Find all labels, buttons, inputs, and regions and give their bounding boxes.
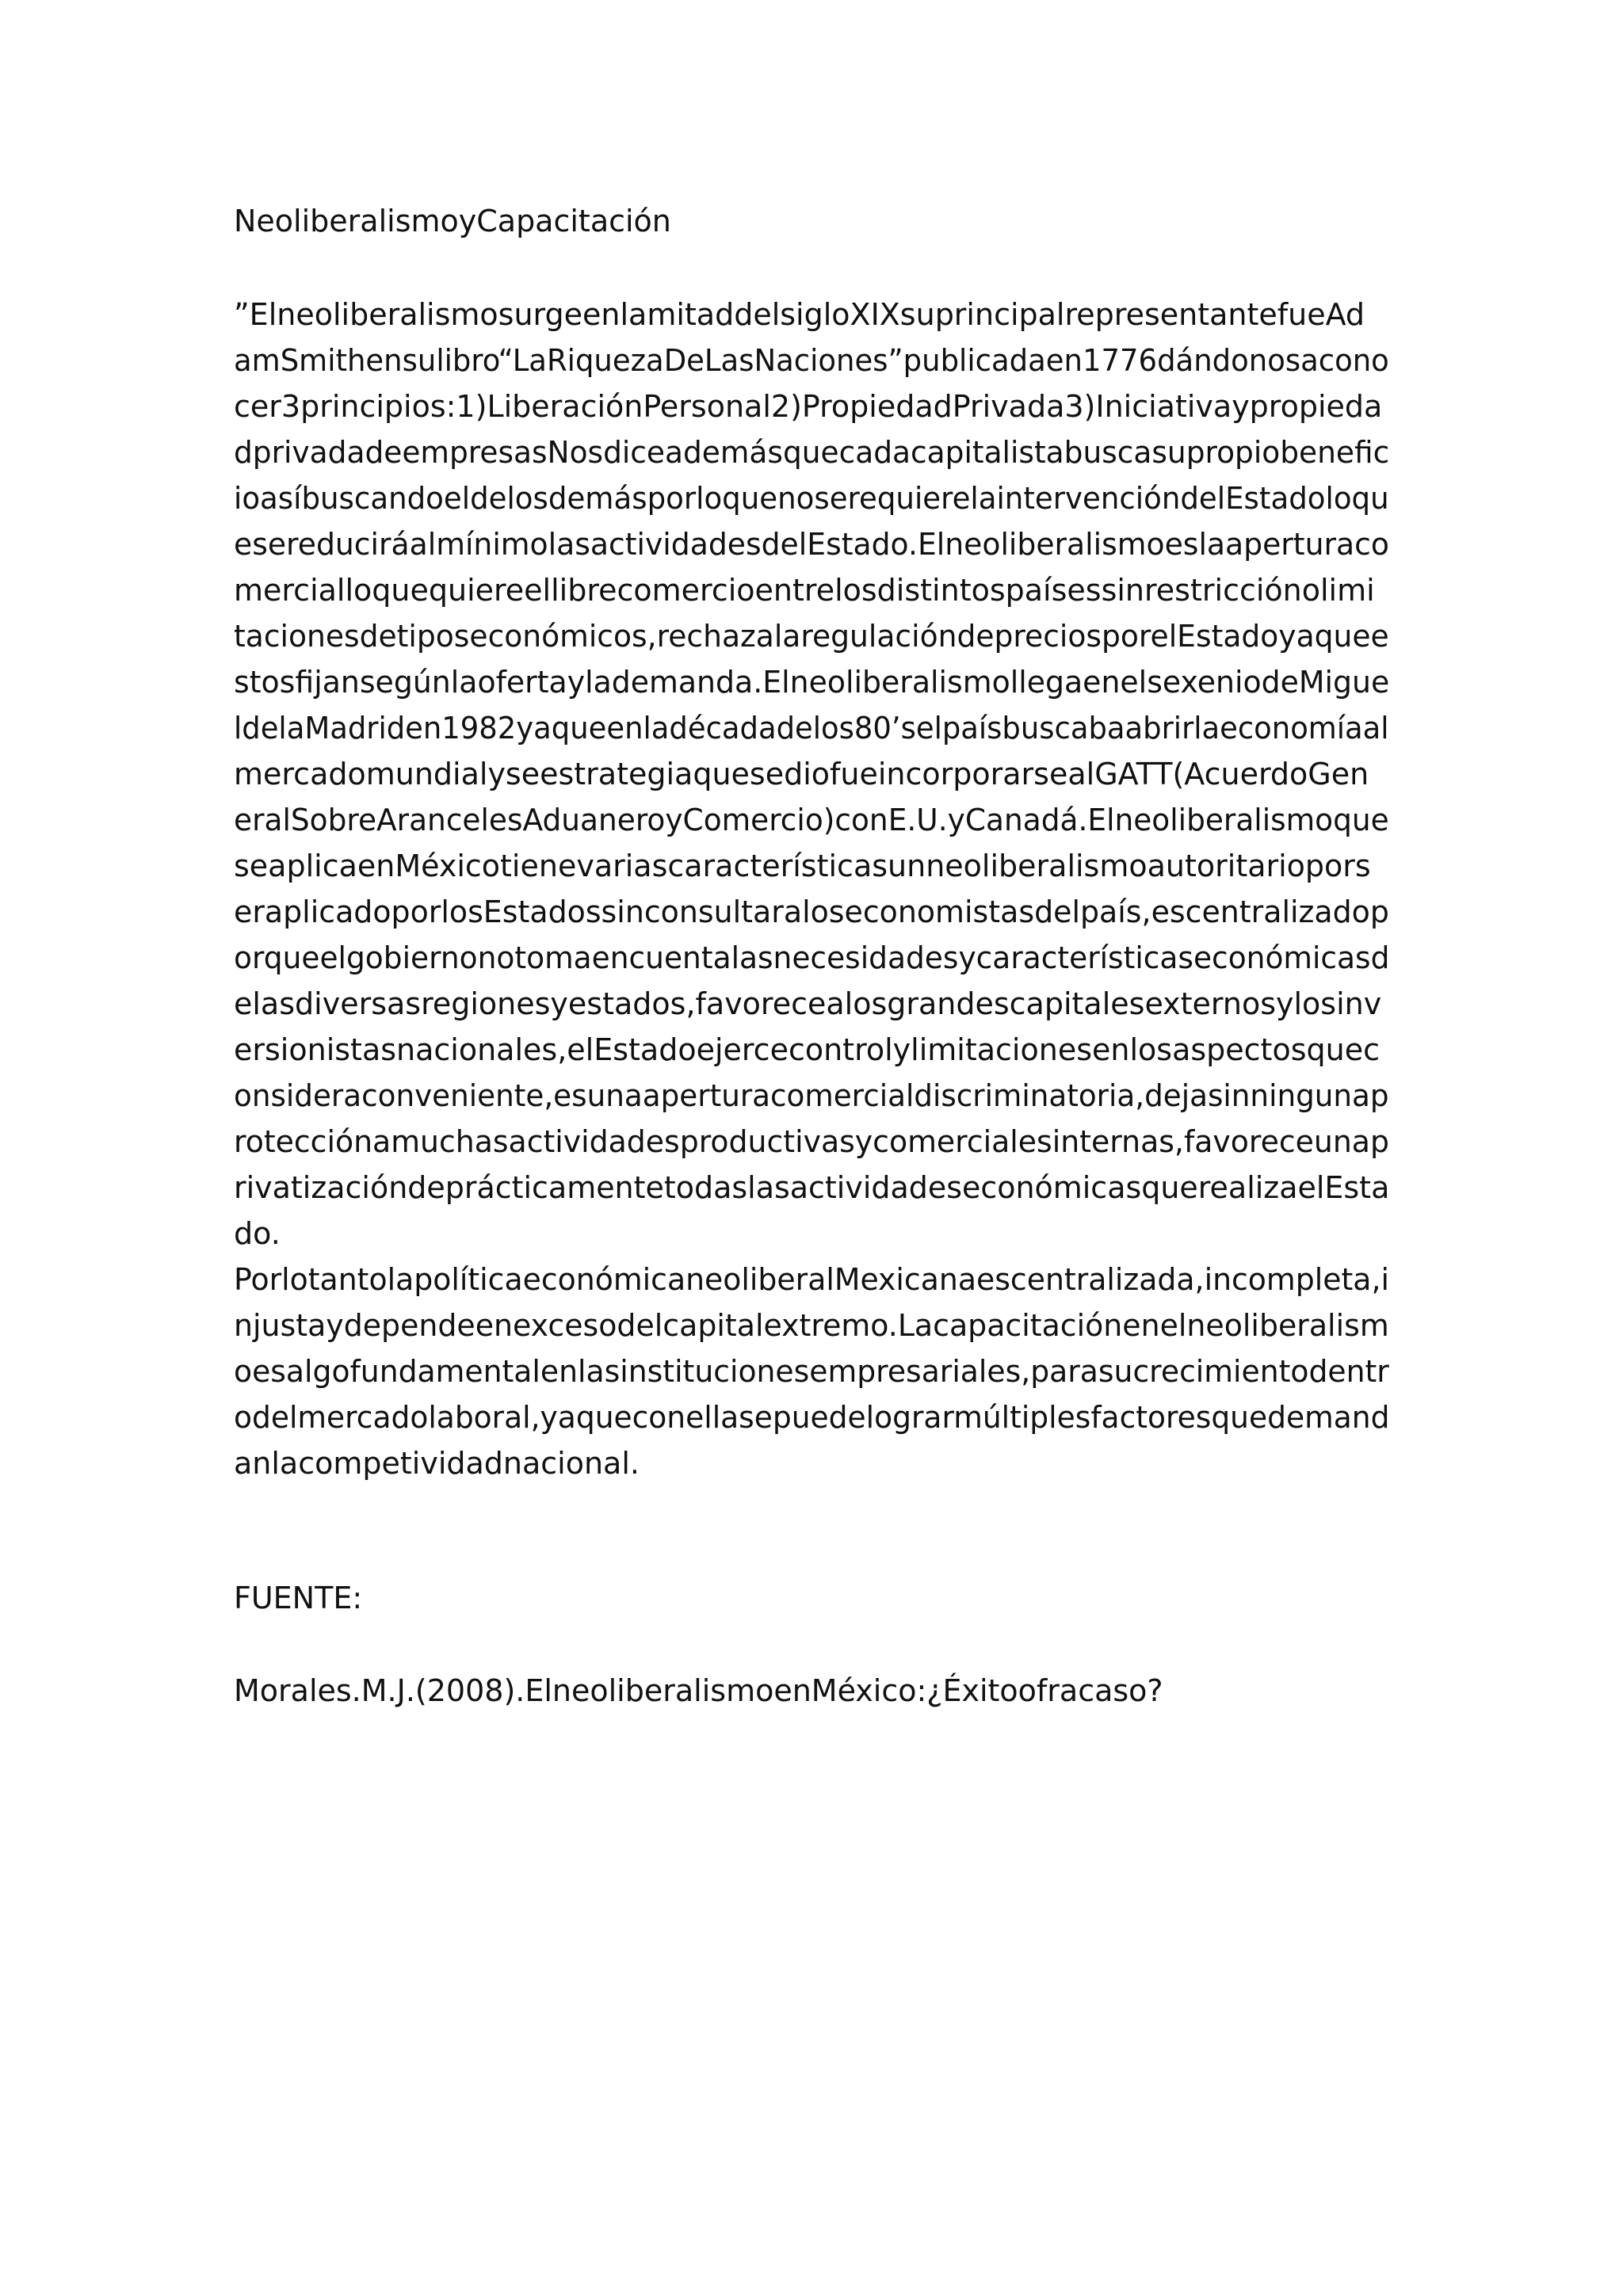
- source-citation: Morales.M.J.(2008).ElneoliberalismoenMéxico:¿Éxitoofracaso?: [234, 1673, 1163, 1708]
- body-line: stosfijansegúnlaofertaylademanda.ElneoliberalismollegaenelsexeniodeMigue: [234, 665, 1390, 700]
- body-line: rivatizacióndeprácticamentetodaslasactividadeseconómicasquerealizaelEsta: [234, 1170, 1390, 1205]
- body-line: mercialloquequiereellibrecomercioentrelosdistintospaísessinrestricciónolimi: [234, 573, 1375, 608]
- body-line: mercadomundialyseestrategiaquesediofueincorporarsealGATT(AcuerdoGen: [234, 757, 1369, 791]
- body-line: njustaydependeenexcesodelcapitalextremo.Lacapacitaciónenelneoliberalism: [234, 1308, 1389, 1343]
- source-label: FUENTE:: [234, 1581, 363, 1615]
- body-line: onsideraconveniente,esunaaperturacomercialdiscriminatoria,dejasinningunap: [234, 1078, 1389, 1113]
- body-line: oesalgofundamentalenlasinstitucionesempresariales,parasucrecimientodentr: [234, 1354, 1389, 1389]
- body-line: cer3principios:1)LiberaciónPersonal2)PropiedadPrivada3)Iniciativaypropieda: [234, 389, 1383, 424]
- body-line: ldelaMadriden1982yaqueenladécadadelos80’selpaísbuscabaabrirlaeconomíaal: [234, 711, 1389, 746]
- body-line: orqueelgobiernonotomaencuentalasnecesidadesycaracterísticaseconómicasd: [234, 940, 1390, 975]
- body-line: eralSobreArancelesAduaneroyComercio)conE.U.yCanadá.Elneoliberalismoque: [234, 803, 1389, 837]
- body-line: do.: [234, 1216, 281, 1251]
- body-line: tacionesdetiposeconómicos,rechazalaregulacióndepreciosporelEstadoyaquee: [234, 619, 1389, 654]
- body-line: odelmercadolaboral,yaqueconellasepuedelograrmúltiplesfactoresquedemand: [234, 1400, 1390, 1435]
- body-line: amSmithensulibro“LaRiquezaDeLasNaciones”publicadaen1776dándonosacono: [234, 343, 1389, 378]
- body-line: rotecciónamuchasactividadesproductivasycomercialesinternas,favoreceunap: [234, 1124, 1389, 1159]
- body-line: eraplicadoporlosEstadossinconsultaraloseconomistasdelpaís,escentralizadop: [234, 894, 1389, 929]
- body-line: anlacompetividadnacional.: [234, 1446, 640, 1481]
- body-line: ersionistasnacionales,elEstadoejercecontrolylimitacionesenlosaspectosquec: [234, 1032, 1380, 1067]
- body-line: dprivadadeempresasNosdiceademásquecadacapitalistabuscasupropiobenefic: [234, 435, 1390, 470]
- body-line: PorlotantolapolíticaeconómicaneoliberalMexicanaescentralizada,incompleta,i: [234, 1262, 1389, 1297]
- body-line: esereduciráalmínimolasactividadesdelEstado.Elneoliberalismoeslaaperturaco: [234, 527, 1389, 562]
- body-line: ”ElneoliberalismosurgeenlamitaddelsigloXIXsuprincipalrepresentantefueAd: [234, 297, 1365, 332]
- document-title: NeoliberalismoyCapacitación: [234, 204, 671, 238]
- body-line: elasdiversasregionesyestados,favorecealosgrandescapitalesexternosylosinv: [234, 986, 1382, 1021]
- body-line: ioasíbuscandoeldelosdemásporloquenoserequierelaintervencióndelEstadoloqu: [234, 481, 1389, 516]
- body-line: seaplicaenMéxicotienevariascaracterísticasunneoliberalismoautoritariopors: [234, 849, 1371, 883]
